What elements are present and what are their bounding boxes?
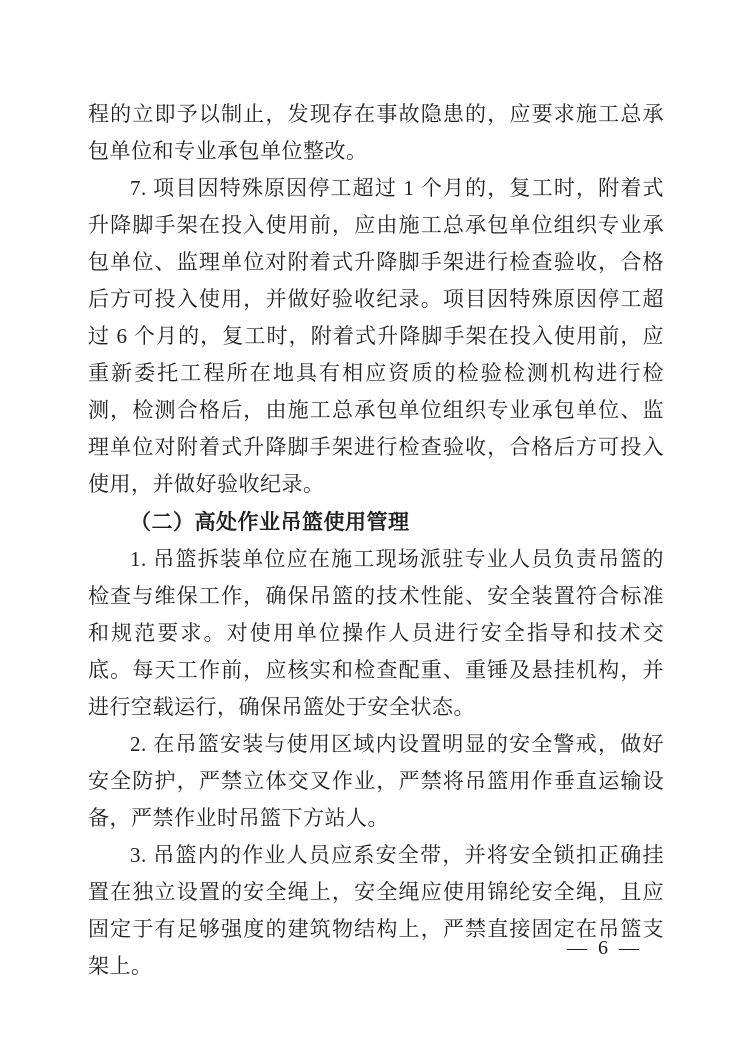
page-footer [567,936,642,960]
paragraph-item-3: 3. 吊篮内的作业人员应系安全带，并将安全锁扣正确挂置在独立设置的安全绳上，安全绳应使用锦纶安全绳，且应固定于有足够强度的建筑物结构上，严禁直接固定在吊篮支架上。 [88,843,664,978]
section-heading-gaochu-zuoye-diaolan: （二）高处作业吊篮使用管理 [130,510,410,534]
page-number: — 6 — [567,937,642,959]
paragraph-item-1: 1. 吊篮拆装单位应在施工现场派驻专业人员负责吊篮的检查与维保工作，确保吊篮的技术性能、安全装置符合标准和规范要求。对使用单位操作人员进行安全指导和技术交底。每天工作前，应核实和检查配重、重锤及悬挂机构，并进行空载运行，确保吊篮处于安全状态。 [88,547,664,719]
paragraph-item-7: 7. 项目因特殊原因停工超过 1 个月的，复工时，附着式升降脚手架在投入使用前，应由施工总承包单位组织专业承包单位、监理单位对附着式升降脚手架进行检查验收，合格后方可投入使用，并做好验收纪录。项目因特殊原因停工超过 6 个月的，复工时，附着式升降脚手架在投入使用前，应重新委托工程所在地具有相应资质的检验检测机构进行检测，检测合格后，由施工总承包单位组织专业承包单位、监理单位对附着式升降脚手架进行检查验收，合格后方可投入使用，并做好验收纪录。 [88,176,664,496]
document-body [88,96,664,985]
paragraph-item-2: 2. 在吊篮安装与使用区域内设置明显的安全警戒，做好安全防护，严禁立体交叉作业，严禁将吊篮用作垂直运输设备，严禁作业时吊篮下方站人。 [88,732,664,830]
paragraph-continuation: 程的立即予以制止，发现存在事故隐患的，应要求施工总承包单位和专业承包单位整改。 [88,102,664,163]
